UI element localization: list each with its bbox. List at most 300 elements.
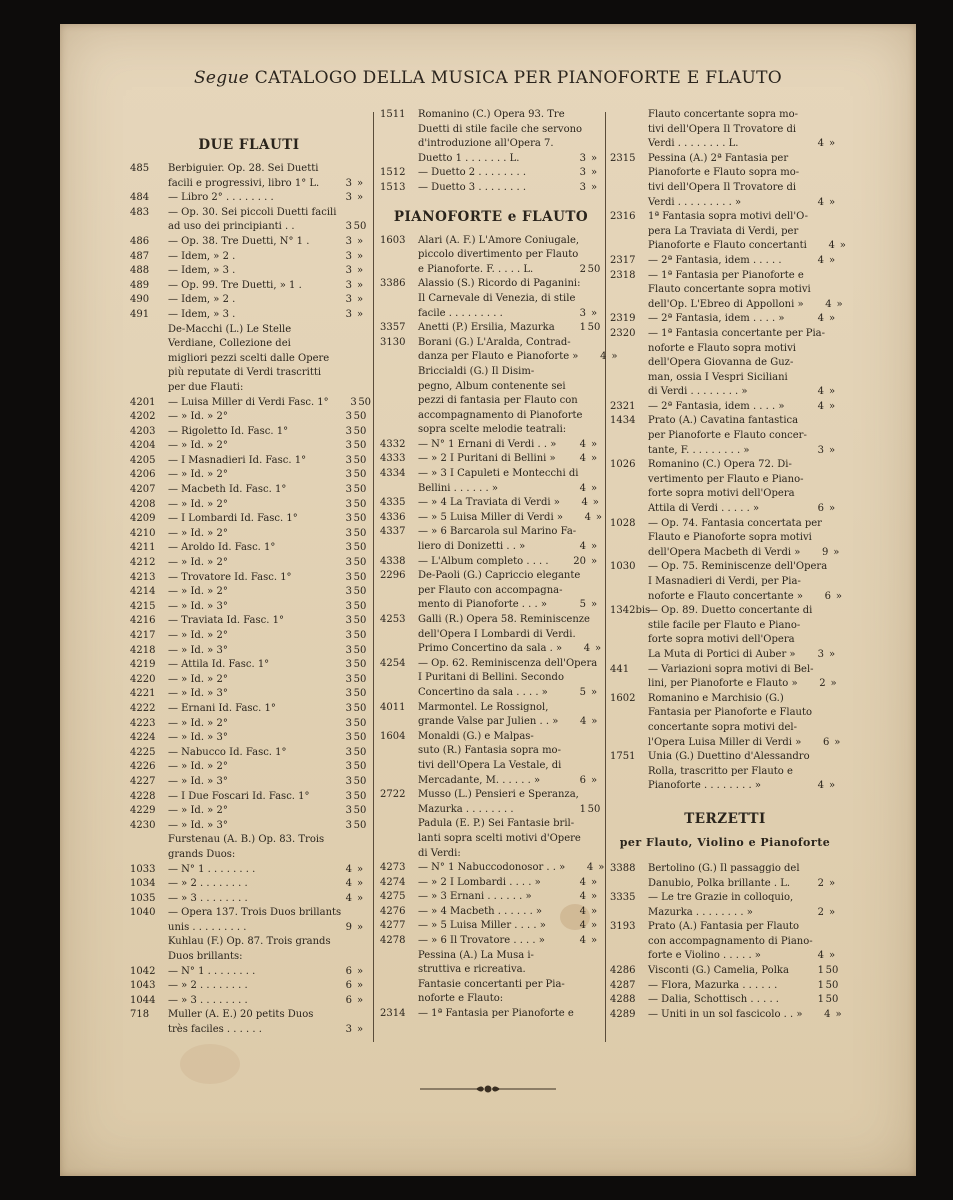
catalog-number: 4287 (610, 979, 636, 991)
price-cents: » (590, 541, 598, 553)
price-cents (824, 342, 840, 357)
price-cents: 50 (353, 717, 367, 729)
catalog-entry (610, 312, 840, 327)
entry-text: — » 4 Macbeth . . . . . . » (418, 905, 543, 917)
entry-text: — 2ª Fantasia, idem . . . . » (648, 400, 785, 412)
entry-text: Padula (E. P.) Sei Fantasie bril- (418, 818, 575, 830)
catalog-entry (130, 702, 368, 717)
catalog-entry-continued (610, 342, 840, 357)
price-lire (579, 788, 607, 803)
entry-text: con accompagnamento di Piano- (648, 935, 813, 947)
catalog-entry (130, 1008, 368, 1023)
catalog-number: 2314 (380, 1008, 406, 1020)
catalog-number: 4208 (130, 498, 156, 510)
catalog-number: 4275 (380, 891, 406, 903)
catalog-number: 2722 (380, 789, 406, 801)
entry-text: tante, F. . . . . . . . . » (648, 444, 750, 456)
entry-text: très faciles . . . . . . (168, 1024, 262, 1036)
catalog-number: 2318 (610, 269, 636, 281)
price-lire (796, 123, 824, 138)
catalog-number: 1034 (130, 878, 156, 890)
price-cents: 50 (825, 965, 839, 977)
price-lire (810, 750, 838, 765)
entry-text: Galli (R.) Opera 58. Reminiscenze (418, 614, 590, 625)
price-cents: » (590, 891, 598, 903)
catalog-entry-continued (610, 677, 840, 692)
price-lire: 3 (345, 454, 352, 466)
catalog-entry (130, 264, 368, 279)
entry-text: — » Id. » 3° (168, 688, 228, 700)
entry-text: Pianoforte e Flauto sopra mo- (648, 167, 800, 179)
catalog-number: 3386 (380, 278, 406, 290)
price-cents: » (828, 444, 836, 456)
price-lire: 3 (345, 527, 352, 539)
price-cents (840, 531, 856, 546)
catalog-entry-continued (380, 350, 618, 365)
entry-text: Fantasie concertanti per Pia- (418, 978, 565, 990)
column-terzetti (610, 108, 846, 1022)
entry-text: Musso (L.) Pensieri e Speranza, (418, 789, 579, 801)
price-lire (561, 759, 589, 774)
entry-text: — N° 1 Nabuccodonosor . . » (418, 862, 566, 874)
price-lire: 3 (579, 167, 586, 179)
terzetti-list (610, 862, 840, 1023)
price-lire (336, 206, 364, 221)
catalog-entry (610, 400, 840, 415)
price-lire: 3 (817, 648, 824, 660)
price-cents: 50 (353, 775, 367, 787)
catalog-entry (130, 863, 368, 878)
catalog-entry (380, 555, 602, 570)
price-cents: » (356, 1024, 364, 1036)
catalog-number: 4207 (130, 484, 156, 496)
price-lire: 6 (817, 503, 824, 515)
entry-text: — Op. 75. Reminiscenze dell'Opera (648, 561, 828, 573)
catalog-entry-continued (610, 429, 840, 444)
price-cents: » (592, 497, 599, 509)
price-cents (824, 152, 840, 167)
price-lire (825, 327, 853, 342)
price-lire (796, 487, 824, 502)
catalog-number: 2317 (610, 254, 636, 266)
catalog-page (60, 24, 916, 1176)
price-cents (586, 730, 602, 745)
catalog-number: 1511 (380, 109, 406, 120)
entry-text: — Idem, » 2 . (168, 294, 236, 306)
catalog-number: 4226 (130, 761, 156, 773)
catalog-entry-continued (610, 765, 840, 780)
price-cents: 50 (353, 761, 367, 773)
price-cents: 50 (353, 513, 367, 525)
catalog-entry-continued (380, 152, 602, 167)
price-lire (566, 423, 594, 438)
entry-text: — » Id. » 2° (168, 717, 228, 729)
price-cents: 50 (587, 322, 601, 334)
price-cents (352, 323, 368, 338)
price-cents (855, 560, 871, 575)
catalog-number: 2315 (610, 152, 636, 164)
catalog-number: 486 (130, 235, 150, 247)
price-cents: » (828, 648, 836, 660)
entry-text: dell'Opera Giovanna de Guz- (648, 357, 794, 369)
catalog-number: 1342bis (610, 605, 651, 617)
catalog-number: 4212 (130, 557, 156, 569)
price-cents: » (611, 351, 618, 363)
entry-text: Romanino e Marchisio (G.) (648, 692, 784, 704)
price-cents (824, 633, 840, 648)
price-lire (558, 701, 586, 716)
entry-text: dell'Opera I Lombardi di Verdi. (418, 628, 576, 640)
price-cents: » (828, 877, 836, 889)
catalog-entry-continued (610, 949, 840, 964)
price-cents: » (591, 716, 598, 728)
price-lire: 3 (345, 761, 352, 773)
catalog-entry-continued (610, 356, 840, 371)
price-cents: 50 (353, 630, 367, 641)
entry-text: — Macbeth Id. Fasc. 1° (168, 484, 287, 496)
price-lire (565, 108, 593, 123)
entry-text: Muller (A. E.) 20 petits Duos (168, 1009, 314, 1021)
catalog-number: 4276 (380, 905, 406, 917)
price-lire (564, 671, 592, 686)
catalog-entry (380, 321, 602, 336)
entry-text: Furstenau (A. B.) Op. 83. Trois (168, 834, 325, 846)
price-cents (828, 862, 844, 877)
price-cents (586, 365, 602, 380)
entry-text: — » Id. » 3° (168, 775, 228, 787)
entry-text: — Nabucco Id. Fasc. 1° (168, 746, 287, 758)
price-lire: 3 (345, 498, 352, 510)
price-cents: » (828, 138, 836, 150)
price-lire: 3 (345, 600, 352, 612)
price-lire: 4 (345, 863, 352, 875)
price-lire (803, 473, 831, 488)
entry-text: lini, per Pianoforte e Flauto » (648, 678, 798, 690)
catalog-entry-continued (610, 502, 840, 517)
catalog-entry-continued (130, 1023, 368, 1038)
entry-text: Pessina (A.) La Musa i- (418, 949, 534, 961)
catalog-entry (130, 585, 368, 600)
price-lire: 3 (579, 307, 586, 319)
paper-stain (180, 1044, 240, 1084)
price-lire (324, 1008, 352, 1023)
catalog-entry (130, 512, 368, 527)
entry-text: — » 3 . . . . . . . . (168, 994, 248, 1006)
entry-text: Anetti (P.) Ersilia, Mazurka (418, 322, 555, 334)
catalog-number: 491 (130, 308, 150, 320)
price-lire (558, 730, 586, 745)
price-lire: 3 (345, 469, 352, 481)
entry-text: più reputate di Verdi trascritti (168, 367, 322, 379)
entry-text: sopra scelte melodie teatrali: (418, 424, 567, 436)
entry-text: Duetto 1 . . . . . . . L. (418, 152, 520, 164)
entry-text: per Flauto con accompagna- (418, 584, 563, 596)
entry-text: — Op. 89. Duetto concertante di (648, 605, 813, 617)
catalog-entry (380, 788, 602, 803)
catalog-entry (610, 210, 840, 225)
entry-text: La Muta di Portici di Auber » (648, 648, 796, 660)
entry-text: — Libro 2° . . . . . . . . (168, 192, 274, 204)
price-cents: 50 (353, 805, 367, 817)
entry-text: Flauto concertante sopra mo- (648, 109, 799, 120)
price-lire: 3 (817, 444, 824, 456)
catalog-entry-continued (380, 963, 602, 978)
price-lire: 20 (573, 555, 586, 567)
catalog-number: 487 (130, 250, 150, 262)
entry-text: — » Id. » 2° (168, 498, 228, 510)
entry-text: forte e Violino . . . . . » (648, 950, 761, 962)
entry-text: Bertolino (G.) Il passaggio del (648, 862, 800, 874)
catalog-number: 4218 (130, 644, 156, 656)
price-lire (324, 337, 352, 352)
catalog-number: 4336 (380, 511, 406, 523)
price-lire: 2 (819, 678, 826, 690)
catalog-entry-continued (610, 648, 840, 663)
entry-text: noforte e Flauto concertante » (648, 590, 803, 602)
catalog-number: 4334 (380, 468, 406, 480)
catalog-number: 718 (130, 1009, 150, 1021)
catalog-entry (610, 414, 840, 429)
entry-text: forte sopra motivi dell'Opera (648, 488, 795, 500)
price-cents (357, 352, 373, 367)
catalog-entry-continued (610, 736, 840, 751)
price-lire: 4 (825, 298, 832, 310)
price-cents: 50 (353, 688, 367, 700)
catalog-entry (130, 746, 368, 761)
catalog-entry (380, 525, 602, 540)
price-lire (814, 663, 842, 678)
price-cents (586, 992, 602, 1007)
catalog-number: 1026 (610, 459, 636, 471)
catalog-entry (610, 152, 840, 167)
price-lire: 3 (345, 732, 352, 744)
price-lire (804, 269, 832, 284)
entry-text: — Duetto 3 . . . . . . . . (418, 181, 527, 193)
entry-text: Alari (A. F.) L'Amore Coniugale, (418, 234, 580, 246)
price-cents: » (356, 192, 364, 204)
price-cents: » (828, 254, 836, 266)
price-cents: » (590, 774, 598, 786)
catalog-number: 4222 (130, 702, 156, 714)
price-cents: 50 (353, 586, 367, 598)
catalog-entry (380, 861, 605, 876)
entry-text: — » 3 . . . . . . . . (168, 892, 248, 904)
catalog-entry-continued (380, 394, 602, 409)
price-cents: » (595, 643, 602, 655)
entry-text: — N° 1 . . . . . . . . (168, 863, 256, 875)
entry-text: — » Id. » 3° (168, 732, 228, 744)
price-lire (558, 137, 586, 152)
catalog-entry-continued (380, 847, 602, 862)
entry-text: — 2ª Fantasia, idem . . . . . (648, 254, 782, 266)
price-lire: 4 (586, 862, 594, 874)
entry-text: Visconti (G.) Camelia, Polka (648, 965, 789, 977)
price-lire: 4 (579, 716, 587, 728)
price-lire: 3 (345, 673, 352, 685)
catalog-number: 4332 (380, 438, 406, 450)
catalog-number: 4213 (130, 571, 156, 583)
catalog-entry (130, 731, 368, 746)
price-cents: » (828, 906, 836, 918)
price-lire (822, 517, 850, 532)
entry-text: — » Id. » 3° (168, 644, 228, 656)
entry-text: — » Id. » 3° (168, 819, 228, 831)
price-lire: 3 (345, 192, 352, 204)
entry-text: grands Duos: (168, 848, 236, 860)
price-cents: » (356, 892, 364, 904)
catalog-entry-continued (130, 352, 368, 367)
catalog-entry (380, 613, 602, 628)
price-cents (352, 833, 368, 848)
catalog-entry-continued (610, 935, 840, 950)
price-lire: 3 (345, 221, 352, 233)
price-lire (580, 277, 608, 292)
price-lire (813, 935, 841, 950)
entry-text: facili e progressivi, libro 1° L. (168, 177, 320, 189)
entry-text: De-Paoli (G.) Capriccio elegante (418, 570, 581, 582)
price-lire: 4 (584, 511, 591, 523)
price-cents: » (833, 546, 840, 558)
catalog-entry-continued (380, 292, 602, 307)
entry-text: — L'Album completo . . . . (418, 555, 549, 567)
catalog-entry (610, 862, 840, 877)
catalog-entry (610, 979, 840, 994)
entry-text: — Idem, » 2 . (168, 250, 236, 262)
price-cents: » (356, 308, 364, 320)
catalog-entry (610, 692, 840, 707)
catalog-entry (610, 269, 840, 284)
catalog-number: 1513 (380, 181, 406, 193)
entry-text: — Op. 30. Sei piccoli Duetti facili (168, 206, 337, 218)
catalog-entry-continued (610, 239, 846, 254)
price-lire (579, 234, 607, 249)
price-lire: 3 (345, 177, 352, 189)
price-cents: 50 (825, 979, 839, 991)
entry-text: struttiva e ricreativa. (418, 964, 526, 976)
entry-text: Concertino da sala . . . . » (418, 686, 548, 698)
price-cents (593, 108, 609, 123)
price-lire: 4 (579, 920, 586, 932)
entry-text: — » 5 Luisa Miller di Verdi » (418, 511, 563, 523)
catalog-number: 1035 (130, 892, 156, 904)
entry-text: — 1ª Fantasia concertante per Pia- (648, 327, 826, 339)
entry-text: Duos brillants: (168, 951, 243, 963)
catalog-entry (380, 181, 602, 196)
price-cents (825, 721, 841, 736)
entry-text: — » 2 . . . . . . . . (168, 980, 248, 992)
entry-text: — » 5 Luisa Miller . . . . » (418, 920, 546, 932)
catalog-entry (130, 965, 368, 980)
catalog-number: 1434 (610, 415, 636, 427)
price-lire: 3 (345, 644, 352, 656)
catalog-entry-continued (380, 759, 602, 774)
catalog-entry-continued (380, 774, 602, 789)
catalog-entry (130, 483, 368, 498)
catalog-entry (130, 600, 368, 615)
section-heading-due-flauti: DUE FLAUTI (198, 137, 300, 153)
price-cents (359, 935, 375, 950)
catalog-entry (130, 614, 368, 629)
price-cents: » (590, 152, 598, 164)
entry-text: vertimento per Flauto e Piano- (648, 473, 804, 485)
price-lire (582, 123, 610, 138)
catalog-entry-continued (610, 779, 840, 794)
catalog-entry (610, 993, 840, 1008)
entry-text: Il Carnevale di Venezia, di stile (418, 292, 576, 304)
entry-text: piccolo divertimento per Flauto (418, 249, 579, 261)
price-cents (840, 706, 856, 721)
price-lire (571, 336, 599, 351)
entry-text: mento di Pianoforte . . . » (418, 599, 547, 611)
catalog-number: 4254 (380, 657, 406, 669)
price-cents (853, 327, 869, 342)
entry-text: man, ossia I Vespri Siciliani (648, 371, 788, 383)
price-lire: 3 (345, 702, 352, 714)
price-cents: » (590, 438, 598, 450)
catalog-number: 1042 (130, 965, 156, 977)
price-lire: 4 (817, 386, 824, 398)
entry-text: — Dalia, Schottisch . . . . . (648, 994, 779, 1006)
catalog-entry-continued (380, 642, 602, 657)
price-lire: 3 (345, 250, 352, 262)
section-heading-terzetti: TERZETTI (684, 810, 766, 827)
catalog-number: 4204 (130, 440, 156, 452)
price-cents (352, 162, 368, 177)
catalog-number: 4273 (380, 862, 406, 874)
entry-text: Flauto concertante sopra motivi (648, 284, 811, 296)
price-cents: » (356, 965, 364, 977)
price-cents: » (828, 503, 836, 515)
price-lire (341, 906, 369, 921)
entry-text: — 1ª Fantasia per Pianoforte e (418, 1008, 574, 1020)
price-cents: » (356, 921, 364, 933)
catalog-entry (130, 191, 368, 206)
entry-text: Romanino (C.) Opera 72. Di- (648, 459, 792, 471)
price-cents: » (590, 181, 598, 193)
price-lire (324, 381, 352, 396)
catalog-entry (130, 396, 372, 411)
entry-text: Verdiane, Collezione dei (168, 338, 291, 350)
price-lire (811, 283, 839, 298)
catalog-entry-continued (610, 371, 840, 386)
price-lire: 4 (817, 950, 824, 962)
entry-text: tivi dell'Opera La Vestale, di (418, 759, 562, 771)
price-lire (796, 371, 824, 386)
price-cents (591, 584, 607, 599)
catalog-entry (380, 467, 602, 482)
entry-text: — Uniti in un sol fascicolo . . » (648, 1008, 803, 1020)
catalog-number: 4217 (130, 630, 156, 641)
price-lire (796, 356, 824, 371)
price-cents: » (356, 177, 364, 189)
catalog-number: 2316 (610, 211, 636, 223)
entry-text: Prato (A.) Cavatina fantastica (648, 415, 799, 427)
catalog-number: 3335 (610, 892, 636, 904)
catalog-entry (380, 336, 602, 351)
price-lire (576, 525, 604, 540)
entry-text: — Op. 99. Tre Duetti, » 1 . (168, 279, 302, 291)
entry-text: Mercadante, M. . . . . . » (418, 774, 541, 786)
price-cents: 50 (353, 542, 367, 554)
price-lire (574, 1007, 602, 1022)
page-title (60, 68, 916, 88)
catalog-number: 2319 (610, 313, 636, 325)
price-lire (796, 765, 824, 780)
price-lire: 3 (345, 630, 352, 641)
entry-text: — » 2 I Puritani di Bellini » (418, 453, 556, 465)
catalog-entry (130, 790, 368, 805)
catalog-entry-continued (610, 590, 843, 605)
